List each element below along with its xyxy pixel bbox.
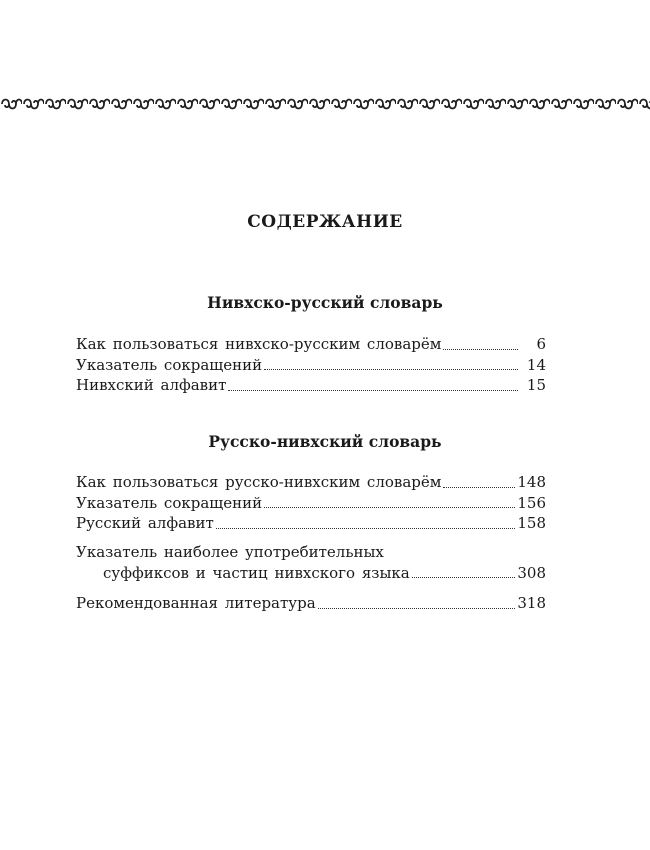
dot-leader bbox=[318, 608, 516, 609]
toc-entry-label: Указатель наиболее употребительных bbox=[76, 543, 384, 561]
dot-leader bbox=[443, 349, 518, 350]
toc-entry-label: Указатель сокращений bbox=[76, 355, 263, 374]
toc-entry[interactable] bbox=[76, 472, 546, 493]
toc-entry[interactable] bbox=[76, 375, 546, 396]
dot-leader bbox=[412, 577, 516, 578]
dot-leader bbox=[264, 507, 515, 508]
toc-entry-label: Указатель сокращений bbox=[76, 493, 263, 512]
toc-entry[interactable] bbox=[76, 513, 546, 534]
page-title: СОДЕРЖАНИЕ bbox=[247, 212, 403, 232]
toc-entry-label: суффиксов и частиц нивхского языка bbox=[103, 563, 410, 582]
toc-entry-page: 158 bbox=[517, 514, 546, 532]
toc-entry-page: 308 bbox=[517, 563, 546, 582]
toc-entry-label: Как пользоваться нивхско-русским словарём bbox=[76, 335, 442, 353]
toc-literature-entry[interactable] bbox=[76, 593, 546, 614]
decorative-border bbox=[0, 94, 650, 114]
toc-russian-nivkh bbox=[76, 472, 546, 534]
toc-entry-line1 bbox=[76, 542, 546, 563]
toc-entry-page: 6 bbox=[536, 335, 546, 353]
section-title-russian-nivkh: Русско-нивхский словарь bbox=[208, 432, 442, 451]
dot-leader bbox=[216, 528, 516, 529]
dot-leader bbox=[264, 369, 518, 370]
toc-entry-label: Нивхский алфавит bbox=[76, 376, 227, 394]
toc-nivkh-russian bbox=[76, 334, 546, 396]
toc-entry-page: 14 bbox=[526, 355, 546, 374]
toc-entry[interactable] bbox=[76, 493, 546, 514]
toc-entry-page: 148 bbox=[517, 473, 546, 491]
toc-entry bbox=[76, 593, 546, 614]
toc-entry-page: 318 bbox=[517, 594, 546, 612]
dot-leader bbox=[443, 487, 515, 488]
toc-entry-label: Как пользоваться русско-нивхским словарём bbox=[76, 473, 442, 491]
toc-entry[interactable] bbox=[76, 355, 546, 376]
toc-index-entry[interactable] bbox=[76, 542, 546, 583]
toc-entry-page: 15 bbox=[526, 376, 546, 394]
toc-entry-line2 bbox=[76, 563, 546, 584]
dot-leader bbox=[228, 390, 518, 391]
toc-entry-label: Русский алфавит bbox=[76, 514, 214, 532]
toc-entry-page: 156 bbox=[517, 493, 546, 512]
toc-entry-label: Рекомендованная литература bbox=[76, 594, 316, 612]
toc-entry[interactable] bbox=[76, 334, 546, 355]
section-title-nivkh-russian: Нивхско-русский словарь bbox=[207, 293, 443, 312]
